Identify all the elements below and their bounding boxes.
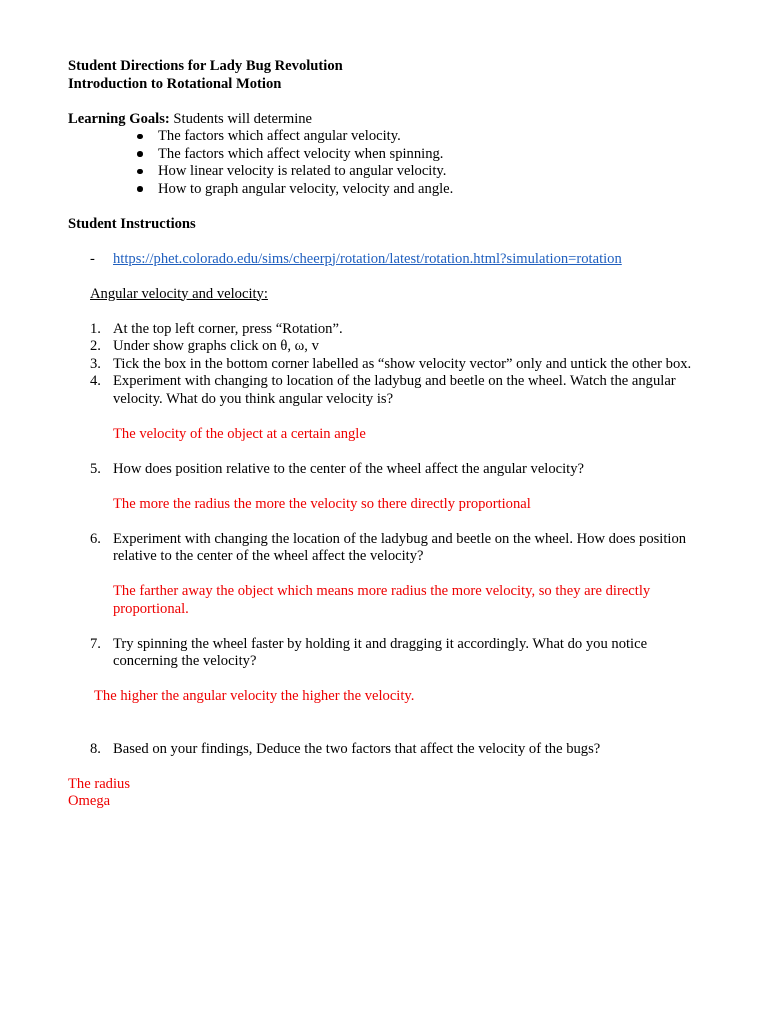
- step-item: 7. Try spinning the wheel faster by holding it and dragging it accordingly. What do you notice concerning the velocity?: [90, 635, 648, 669]
- step-item: 3. Tick the box in the bottom corner labelled as “show velocity vector” only and untick the other box.: [90, 355, 692, 372]
- answer-5: The more the radius the more the velocity so there directly proportional: [113, 495, 531, 512]
- answer-4: The velocity of the object at a certain angle: [113, 425, 366, 442]
- step-item: 4. Experiment with changing to location of the ladybug and beetle on the wheel. Watch the angular velocity. What do you think angular velocity is?: [90, 373, 676, 407]
- link-row: [68, 251, 708, 269]
- answer-6: The farther away the object which means more radius the more velocity, so they are directly proportional.: [113, 583, 651, 617]
- step-item: 2. Under show graphs click on θ, ω, v: [90, 338, 319, 354]
- list-item: The factors which affect angular velocity.: [68, 128, 708, 146]
- step-item: 5. How does position relative to the center of the wheel affect the angular velocity?: [90, 460, 585, 477]
- answer-8-line-2: Omega: [68, 793, 111, 809]
- learning-goals-label: Learning Goals:: [68, 110, 170, 127]
- list-item: How linear velocity is related to angular velocity.: [68, 163, 708, 181]
- learning-goals-intro: Learning Goals: Students will determine: [68, 110, 313, 127]
- document-subtitle: Introduction to Rotational Motion: [68, 75, 282, 92]
- learning-goals-list: [68, 128, 708, 198]
- instructions-heading: Student Instructions: [68, 215, 196, 232]
- simulation-link[interactable]: https://phet.colorado.edu/sims/cheerpj/rotation/latest/rotation.html?simulation=rotation: [113, 250, 622, 267]
- step-item: 6. Experiment with changing the location of the ladybug and beetle on the wheel. How does position relative to the center of the wheel affect the velocity?: [90, 530, 687, 564]
- list-item: The factors which affect velocity when spinning.: [68, 146, 708, 164]
- document-title: Student Directions for Lady Bug Revolution: [68, 58, 343, 74]
- step-item: 8. Based on your findings, Deduce the two factors that affect the velocity of the bugs?: [90, 740, 601, 757]
- list-item: How to graph angular velocity, velocity and angle.: [68, 181, 708, 199]
- answer-8-line-1: The radius: [68, 775, 131, 792]
- dash-marker: -: [90, 250, 95, 267]
- section-heading: Angular velocity and velocity:: [90, 285, 268, 302]
- answer-7: The higher the angular velocity the higher the velocity.: [94, 688, 415, 704]
- step-item: 1. At the top left corner, press “Rotation”.: [90, 320, 343, 337]
- document-page: [68, 58, 708, 811]
